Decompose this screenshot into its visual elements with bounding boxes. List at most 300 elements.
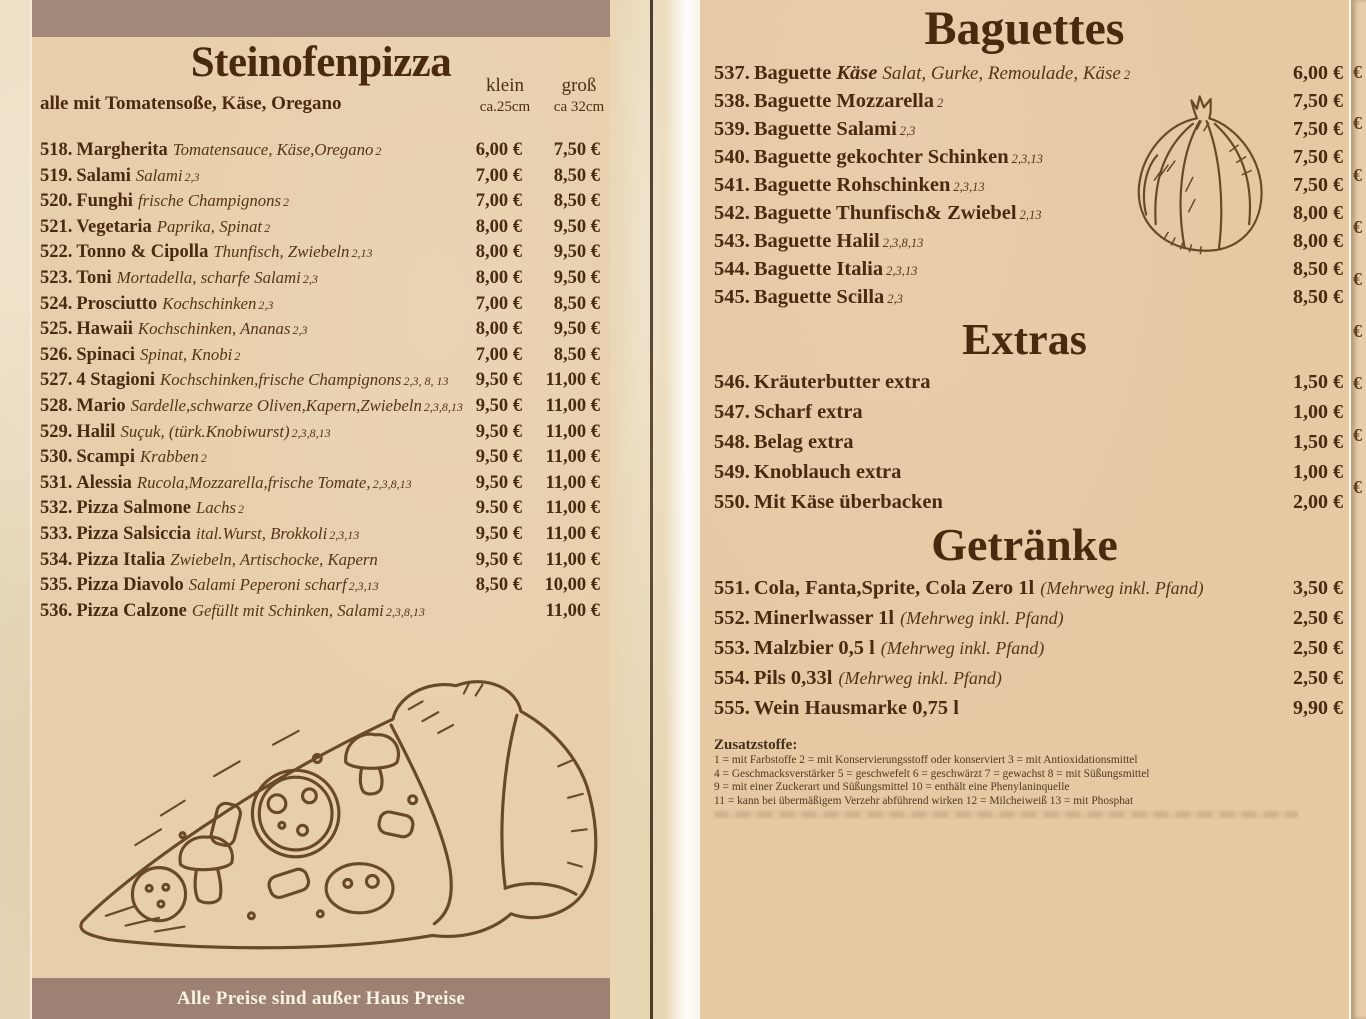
item-name: Baguette Mozzarella — [753, 90, 934, 112]
baguette-item-text — [714, 116, 1257, 144]
edge-euro-symbol: € — [1353, 217, 1362, 237]
additive-line: 4 = Geschmacksverstärker 5 = geschwefelt 6 = geschwärzt 7 = gewachst 8 = mit Süßungsmittel — [714, 767, 1150, 780]
item-price: 8,00 € — [1293, 202, 1343, 224]
baguette-item-text — [714, 172, 1257, 200]
deposit-note: (Mehrweg inkl. Pfand) — [900, 608, 1064, 628]
baguette-item-row — [700, 284, 1349, 312]
item-price-large: 9,50 € — [553, 216, 600, 237]
item-price-small: 9.50 € — [475, 498, 522, 519]
item-additive-codes: 2 — [238, 502, 245, 517]
item-additive-codes: 2,3,8,13 — [385, 604, 425, 619]
pizza-item-text — [40, 189, 450, 215]
baguette-item-row — [700, 228, 1349, 256]
item-price: 2,50 € — [1293, 667, 1343, 689]
item-name: Baguette Rohschinken — [753, 174, 951, 196]
pizza-item-text — [40, 471, 450, 497]
item-additive-codes: 2 — [234, 348, 241, 363]
extra-item-row — [700, 458, 1349, 488]
item-additive-codes: 2 — [283, 195, 290, 210]
drink-item-text — [714, 664, 1257, 694]
edge-euro-symbol: € — [1353, 165, 1362, 185]
item-number: 544. — [714, 258, 750, 280]
additive-line: 1 = mit Farbstoffe 2 = mit Konservierungsstoff oder konserviert 3 = mit Antioxidationsmittel — [714, 754, 1138, 766]
pizza-item-text — [40, 394, 463, 420]
item-price-large: 8,50 € — [553, 191, 600, 212]
item-price: 2,50 € — [1293, 607, 1343, 629]
edge-euro-symbol: € — [1353, 373, 1362, 393]
pizza-page — [30, 0, 610, 1019]
item-price: 6,00 € — [1293, 62, 1343, 84]
item-price-large: 10,00 € — [544, 575, 600, 596]
pizza-item-text — [40, 496, 450, 522]
pizza-item-row — [32, 189, 610, 215]
extras-item-list — [700, 368, 1349, 518]
page-edge-strip — [1349, 0, 1366, 1019]
item-price: 1,50 € — [1293, 371, 1343, 393]
pizza-item-text — [40, 522, 450, 548]
item-description: Lachs — [195, 498, 237, 518]
item-name: Baguette Scilla — [753, 286, 885, 308]
item-name: 4 Stagioni — [76, 370, 156, 391]
item-number: 522. — [40, 242, 73, 263]
item-name: Baguette Italia — [753, 258, 884, 280]
column-size-large: ca 32cm — [553, 99, 605, 115]
item-price-large: 11,00 € — [545, 523, 600, 544]
edge-euro-symbol: € — [1353, 477, 1362, 497]
item-additive-codes: 2,3, 8, 13 — [403, 374, 449, 389]
item-additive-codes: 2,3 — [258, 297, 274, 312]
item-price-small: 7,00 € — [475, 344, 522, 365]
extra-item-row — [700, 488, 1349, 518]
item-price: 9,90 € — [1293, 697, 1343, 719]
pizza-item-row — [32, 368, 610, 394]
item-price: 7,50 € — [1293, 118, 1343, 140]
item-price-large: 9,50 € — [553, 242, 600, 263]
baguette-item-row — [700, 88, 1349, 116]
extra-item-text — [714, 368, 1257, 398]
item-name: Funghi — [76, 191, 133, 212]
item-inline-description: Salat, Gurke, Remoulade, Käse — [882, 63, 1121, 84]
item-name: Baguette Salami — [753, 118, 897, 140]
baguette-item-row — [700, 144, 1349, 172]
item-number: 526. — [40, 344, 73, 365]
item-number: 549. — [714, 461, 750, 483]
item-additive-codes: 2,3,13 — [1011, 152, 1043, 166]
item-price-small: 9,50 € — [475, 472, 522, 493]
pizza-item-row — [32, 343, 610, 369]
item-price-large: 11,00 € — [545, 498, 600, 519]
pizza-item-row — [32, 471, 610, 497]
pizza-item-text — [40, 445, 450, 471]
price-note-band — [32, 978, 610, 1019]
pizza-slice-illustration — [62, 668, 607, 963]
item-price: 1,00 € — [1293, 461, 1343, 483]
item-name: Malzbier 0,5 l — [753, 637, 875, 659]
baguette-item-row — [700, 256, 1349, 284]
item-price: 2,50 € — [1293, 637, 1343, 659]
item-price-small: 6,00 € — [475, 140, 522, 160]
item-name: Pils 0,33l — [753, 667, 833, 689]
item-price-small: 8,00 € — [475, 242, 522, 263]
baguette-item-row — [700, 200, 1349, 228]
item-number: 548. — [714, 431, 750, 453]
item-additive-codes: 2,3,8,13 — [423, 399, 463, 414]
edge-euro-symbol: € — [1353, 321, 1362, 341]
item-number: 542. — [714, 202, 750, 224]
item-price: 8,50 € — [1293, 258, 1343, 280]
item-price-small: 9,50 € — [475, 549, 522, 570]
item-price-small: 9,50 € — [475, 421, 522, 442]
item-price-large: 11,00 € — [545, 447, 600, 468]
item-number: 519. — [40, 165, 73, 186]
item-description: Suçuk, (türk.Knobiwurst) — [120, 421, 290, 441]
baguette-item-text — [714, 60, 1257, 88]
item-additive-codes: 2,3,13 — [348, 579, 379, 594]
column-label-large: groß — [561, 75, 597, 96]
extra-item-text — [714, 488, 1257, 518]
item-additive-codes: 2,3 — [887, 292, 903, 306]
baguettes-title: Baguettes — [924, 2, 1125, 55]
extra-item-row — [700, 428, 1349, 458]
additive-line: 11 = kann bei übermäßigem Verzehr abführend wirken 12 = Milcheiweiß 13 = mit Phosphat — [714, 794, 1134, 807]
pizza-item-text — [40, 317, 450, 343]
item-price-large: 8,50 € — [553, 344, 600, 365]
item-price: 7,50 € — [1293, 174, 1343, 196]
drink-item-row — [700, 574, 1349, 604]
pizza-item-row — [32, 317, 610, 343]
item-number: 529. — [40, 421, 73, 442]
item-name: Mario — [76, 395, 126, 416]
pizza-item-text — [40, 343, 450, 369]
baguette-item-list — [700, 60, 1349, 312]
baguette-item-row — [700, 172, 1349, 200]
pizza-item-text — [40, 138, 450, 164]
pizza-item-text — [40, 368, 450, 394]
item-description: Mortadella, scharfe Salami — [116, 267, 301, 287]
item-description: Kochschinken, Ananas — [137, 319, 291, 339]
item-number: 538. — [714, 90, 750, 112]
baguette-item-row — [700, 116, 1349, 144]
item-price-small: 8,00 € — [475, 216, 522, 237]
item-price-large: 7,50 € — [553, 140, 600, 160]
item-name: Margherita — [76, 140, 168, 160]
drink-item-row — [700, 694, 1349, 724]
item-price: 8,50 € — [1293, 286, 1343, 308]
item-name: Vegetaria — [76, 216, 152, 237]
deposit-note: (Mehrweg inkl. Pfand) — [838, 668, 1002, 688]
item-price-small: 9,50 € — [475, 523, 522, 544]
item-description: Zwiebeln, Artischocke, Kapern — [170, 549, 378, 569]
item-description: Tomatensauce, Käse,Oregano — [172, 140, 374, 159]
pizza-item-row — [32, 420, 610, 446]
pizza-item-row — [32, 496, 610, 522]
item-name: Pizza Diavolo — [76, 575, 184, 596]
pizza-item-row — [32, 573, 610, 599]
item-price-large: 8,50 € — [553, 293, 600, 314]
item-price-small: 8,00 € — [475, 319, 522, 340]
item-price-large: 9,50 € — [553, 319, 600, 340]
baguette-item-text — [714, 200, 1257, 228]
extra-item-text — [714, 458, 1257, 488]
pizza-item-text — [40, 215, 450, 241]
item-price: 3,50 € — [1293, 577, 1343, 599]
extra-item-row — [700, 398, 1349, 428]
item-additive-codes: 2,3,13 — [329, 527, 360, 542]
item-number: 521. — [40, 216, 73, 237]
pizza-item-row — [32, 164, 610, 190]
item-name: Minerlwasser 1l — [753, 607, 895, 629]
item-name: Baguette Thunfisch& Zwiebel — [753, 202, 1017, 224]
additives-line-list — [714, 754, 1335, 808]
item-description: Thunfisch, Zwiebeln — [213, 242, 350, 262]
item-number: 554. — [714, 667, 750, 689]
item-additive-codes: 2,13 — [1019, 208, 1042, 222]
item-name: Spinaci — [76, 344, 135, 365]
item-additive-codes: 2,3,8,13 — [291, 425, 331, 440]
item-additive-codes: 2,3,8,13 — [372, 476, 412, 491]
item-name: Toni — [76, 267, 112, 288]
item-price-large: 8,50 € — [553, 165, 600, 186]
item-price: 7,50 € — [1293, 146, 1343, 168]
pizza-item-text — [40, 266, 450, 292]
drink-item-text — [714, 574, 1257, 604]
item-additive-codes: 2 — [1123, 68, 1131, 82]
column-size-small: ca.25cm — [479, 99, 531, 115]
item-description: Spinat, Knobi — [139, 344, 233, 364]
item-number: 532. — [40, 498, 73, 519]
item-number: 534. — [40, 549, 73, 570]
extra-item-row — [700, 368, 1349, 398]
item-name: Prosciutto — [76, 293, 158, 314]
baguette-item-text — [714, 88, 1257, 116]
pizza-item-list — [32, 138, 610, 624]
pizza-item-row — [32, 240, 610, 266]
item-name: Kräuterbutter extra — [753, 371, 931, 393]
edge-euro-symbol: € — [1353, 425, 1362, 445]
item-description: frische Champignons — [137, 191, 282, 211]
extra-item-text — [714, 398, 1257, 428]
item-name: Tonno & Cipolla — [76, 242, 209, 263]
pizza-item-text — [40, 420, 450, 446]
drink-item-row — [700, 634, 1349, 664]
drink-item-text — [714, 604, 1257, 634]
pizza-item-text — [40, 240, 450, 266]
item-description: Krabben — [139, 447, 199, 467]
pizza-item-row — [32, 522, 610, 548]
item-price-small: 8,00 € — [475, 267, 522, 288]
drinks-item-list — [700, 574, 1349, 724]
item-price-small: 9,50 € — [475, 447, 522, 468]
pizza-item-text — [40, 164, 450, 190]
baguette-item-text — [714, 144, 1257, 172]
deposit-note: (Mehrweg inkl. Pfand) — [880, 638, 1045, 658]
item-description: Kochschinken — [162, 293, 257, 313]
pizza-item-text — [40, 599, 522, 625]
item-number: 527. — [40, 370, 73, 391]
item-description: Paprika, Spinat — [156, 216, 263, 236]
item-description: Kochschinken,frische Champignons — [160, 370, 402, 390]
item-price: 1,00 € — [1293, 401, 1343, 423]
top-band — [32, 0, 610, 37]
baguette-item-row — [700, 60, 1349, 88]
item-name: Scampi — [76, 447, 135, 468]
item-additive-codes: 2,3 — [292, 323, 308, 338]
item-name: Mit Käse überbacken — [753, 491, 943, 513]
pizza-item-text — [40, 548, 450, 574]
pizza-item-row — [32, 292, 610, 318]
item-number: 540. — [714, 146, 750, 168]
baguette-item-text — [714, 284, 1257, 312]
column-label-small: klein — [486, 75, 524, 96]
item-price-small: 9,50 € — [475, 370, 522, 391]
item-number: 545. — [714, 286, 750, 308]
item-name: Pizza Salsiccia — [76, 523, 191, 544]
item-name: Baguette Halil — [753, 230, 880, 252]
item-price-large: 11,00 € — [545, 472, 600, 493]
item-number: 537. — [714, 62, 750, 84]
item-description: Salami — [135, 165, 183, 185]
item-name-italic: Käse — [836, 62, 878, 84]
pizza-item-row — [32, 215, 610, 241]
drink-item-row — [700, 664, 1349, 694]
item-additive-codes: 2 — [936, 96, 944, 110]
item-price: 2,00 € — [1293, 491, 1343, 513]
item-name: Baguette — [753, 62, 832, 84]
item-description: ital.Wurst, Brokkoli — [195, 523, 328, 543]
additives-cutoff-line — [714, 811, 1298, 818]
extras-title: Extras — [962, 315, 1087, 364]
item-price-large: 11,00 € — [545, 600, 600, 621]
item-additive-codes: 2,3,13 — [886, 264, 918, 278]
item-name: Knoblauch extra — [753, 461, 902, 483]
item-price-large: 11,00 € — [545, 549, 600, 570]
item-name: Hawaii — [76, 319, 133, 340]
item-name: Pizza Italia — [76, 549, 166, 570]
extra-item-text — [714, 428, 1257, 458]
pizza-subtitle: alle mit Tomatensoße, Käse, Oregano — [40, 93, 342, 114]
item-number: 550. — [714, 491, 750, 513]
item-number: 539. — [714, 118, 750, 140]
additives-section — [700, 736, 1349, 818]
item-price-small: 7,00 € — [475, 165, 522, 186]
pizza-header — [32, 37, 610, 138]
pizza-item-row — [32, 138, 610, 164]
pizza-item-row — [32, 445, 610, 471]
item-additive-codes: 2 — [375, 144, 382, 158]
item-name: Scharf extra — [753, 401, 863, 423]
item-price: 7,50 € — [1293, 90, 1343, 112]
baguette-item-text — [714, 228, 1257, 256]
item-price: 8,00 € — [1293, 230, 1343, 252]
item-additive-codes: 2,13 — [351, 246, 373, 261]
drink-item-text — [714, 634, 1257, 664]
item-name: Salami — [76, 165, 131, 186]
edge-euro-symbol: € — [1353, 113, 1362, 133]
item-additive-codes: 2,3 — [184, 169, 200, 184]
item-price-small: 9,50 € — [475, 395, 522, 416]
drinks-title: Getränke — [931, 519, 1118, 570]
item-name: Cola, Fanta,Sprite, Cola Zero 1l — [753, 577, 1035, 599]
item-additive-codes: 2,3 — [899, 124, 916, 138]
item-number: 528. — [40, 395, 73, 416]
item-name: Baguette gekochter Schinken — [753, 146, 1009, 168]
edge-euro-symbol: € — [1353, 62, 1362, 82]
item-name: Halil — [76, 421, 116, 442]
item-name: Pizza Salmone — [76, 498, 191, 519]
item-number: 552. — [714, 607, 750, 629]
item-price-large: 9,50 € — [553, 267, 600, 288]
item-number: 531. — [40, 472, 73, 493]
item-number: 546. — [714, 371, 750, 393]
item-name: Alessia — [76, 472, 132, 493]
item-number: 535. — [40, 575, 73, 596]
item-number: 520. — [40, 191, 73, 212]
item-additive-codes: 2,3,13 — [953, 180, 985, 194]
item-additive-codes: 2,3 — [302, 271, 318, 286]
item-price-small: 7,00 € — [475, 191, 522, 212]
pizza-item-row — [32, 266, 610, 292]
drink-item-text — [714, 694, 1257, 724]
item-price-large: 11,00 € — [545, 421, 600, 442]
item-description: Rucola,Mozzarella,frische Tomate, — [136, 472, 371, 492]
price-note: Alle Preise sind außer Haus Preise — [176, 987, 466, 1009]
item-name: Belag extra — [753, 431, 854, 453]
item-price: 1,50 € — [1293, 431, 1343, 453]
item-additive-codes: 2 — [200, 451, 207, 466]
item-number: 523. — [40, 267, 73, 288]
page-spine — [610, 0, 700, 1019]
baguette-item-text — [714, 256, 1257, 284]
item-number: 518. — [40, 140, 73, 160]
item-price-small: 8,50 € — [475, 575, 522, 596]
item-number: 536. — [40, 600, 73, 621]
item-description: Salami Peperoni scharf — [188, 575, 347, 595]
item-name: Wein Hausmarke 0,75 l — [753, 697, 959, 719]
item-price-small: 7,00 € — [475, 293, 522, 314]
spine-highlight — [664, 0, 700, 1019]
item-number: 533. — [40, 523, 73, 544]
item-number: 543. — [714, 230, 750, 252]
item-additive-codes: 2,3,8,13 — [882, 236, 924, 250]
edge-euro-symbol: € — [1353, 269, 1362, 289]
item-number: 530. — [40, 447, 73, 468]
item-number: 547. — [714, 401, 750, 423]
pizza-item-row — [32, 394, 610, 420]
spine-fold-line — [650, 0, 653, 1019]
item-price-large: 11,00 € — [545, 395, 600, 416]
item-number: 525. — [40, 319, 73, 340]
pizza-item-row — [32, 548, 610, 574]
item-number: 524. — [40, 293, 73, 314]
item-number: 553. — [714, 637, 750, 659]
additives-title: Zusatzstoffe: — [714, 737, 798, 753]
deposit-note: (Mehrweg inkl. Pfand) — [1040, 578, 1204, 598]
drink-item-row — [700, 604, 1349, 634]
item-description: Gefüllt mit Schinken, Salami — [191, 600, 384, 620]
item-price-large: 11,00 € — [545, 370, 600, 391]
pizza-item-row — [32, 599, 610, 625]
additive-line: 9 = mit einer Zuckerart und Süßungsmittel 10 = enthält eine Phenylaninquelle — [714, 781, 1070, 794]
pizza-item-text — [40, 573, 450, 599]
item-number: 551. — [714, 577, 750, 599]
item-number: 541. — [714, 174, 750, 196]
item-number: 555. — [714, 697, 750, 719]
baguettes-page — [700, 0, 1349, 1019]
pizza-page-title: Steinofenpizza — [190, 39, 452, 86]
item-additive-codes: 2 — [264, 220, 271, 235]
item-name: Pizza Calzone — [76, 600, 187, 621]
pizza-item-text — [40, 292, 450, 318]
